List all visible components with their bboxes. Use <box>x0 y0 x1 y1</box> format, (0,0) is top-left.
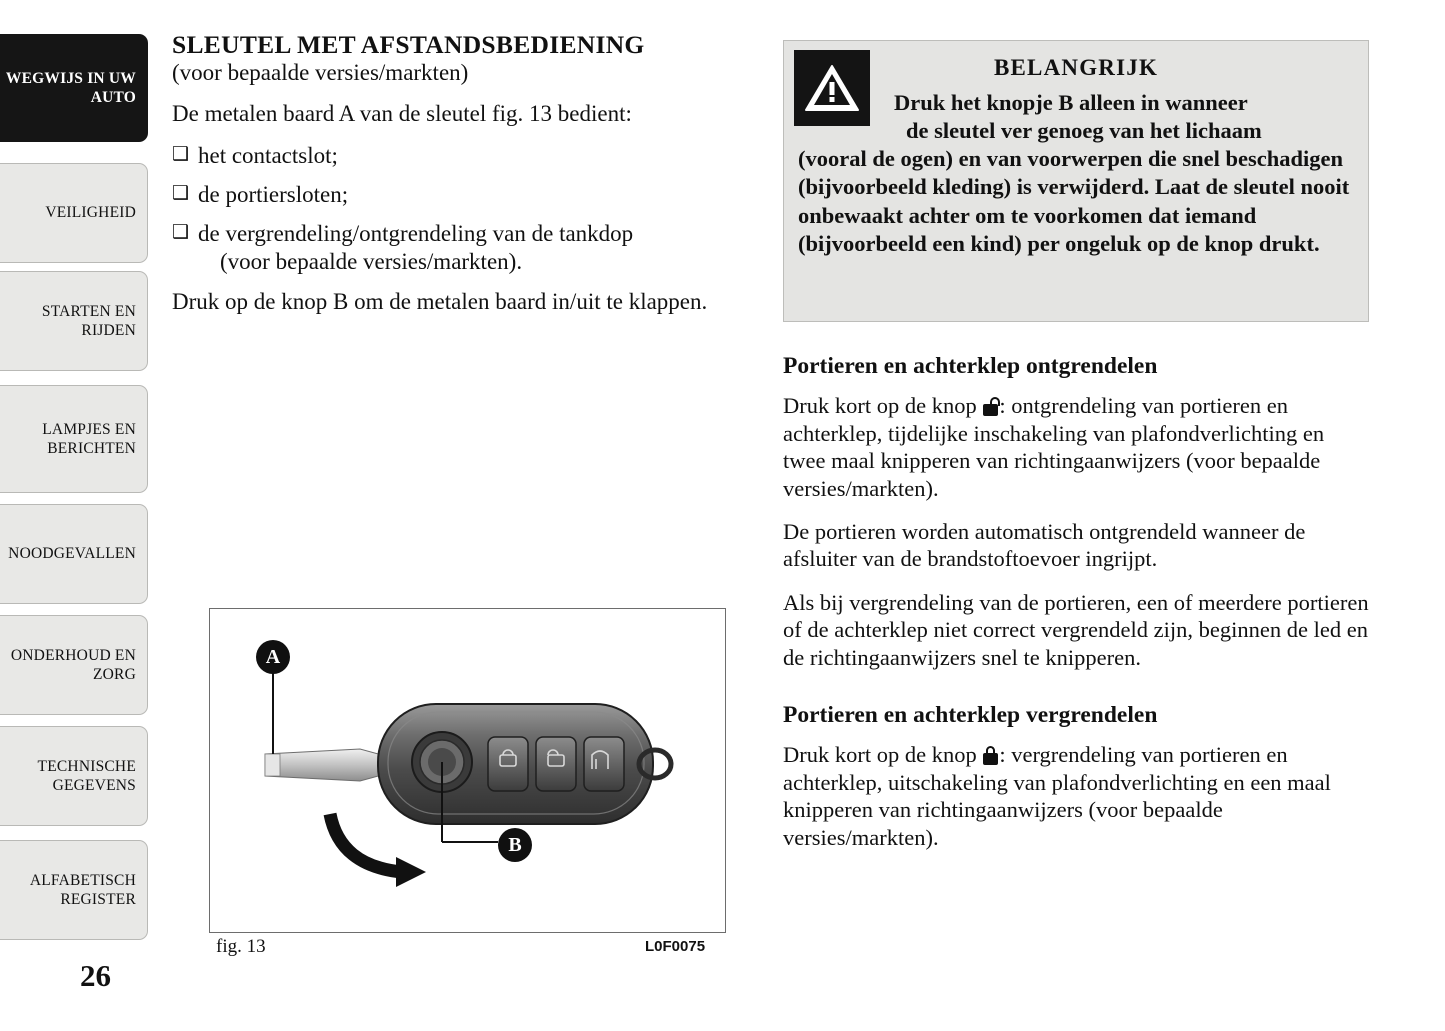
list-item <box>172 220 752 276</box>
page-number: 26 <box>80 958 111 993</box>
sidebar-item-label-2: GEGEVENS <box>52 777 136 794</box>
callout-a: A <box>256 640 290 674</box>
page-title: SLEUTEL MET AFSTANDSBEDIENING <box>172 30 645 59</box>
lock-text-before: Druk kort op de knop <box>783 742 983 768</box>
unlock-paragraph-3: Als bij vergrendeling van de portieren, een of meerdere portieren of de achterklep niet correct vergrendeld zijn, beginnen de led en de richtingaanwijzers snel te knipperen. <box>783 589 1369 670</box>
sidebar <box>0 0 152 1031</box>
warning-body: (vooral de ogen) en van voorwerpen die snel beschadigen (bijvoorbeeld kleding) is verwijderd. Laat de sleutel nooit onbewaakt achter om te voorkomen dat iemand (bijvoorbeeld een kind) per ongeluk op de knop drukt. <box>798 146 1350 256</box>
sidebar-item-wegwijs[interactable] <box>0 34 148 142</box>
bullet-icon: ❑ <box>172 221 190 243</box>
callout-b: B <box>498 828 532 862</box>
sidebar-item-label-2: REGISTER <box>60 891 136 908</box>
lock-paragraph-1 <box>783 741 1369 851</box>
figure-key-illustration <box>209 608 726 933</box>
sidebar-item-label: NOODGEVALLEN <box>8 545 136 563</box>
sidebar-item-label-2: BERICHTEN <box>47 440 136 457</box>
warning-title: BELANGRIJK <box>993 55 1159 80</box>
intro-paragraph: De metalen baard A van de sleutel fig. 13 bedient: <box>172 101 632 127</box>
sidebar-item-label: ONDERHOUD EN <box>10 646 136 664</box>
sidebar-item-technische-gegevens[interactable] <box>0 726 148 826</box>
sidebar-item-label: STARTEN EN <box>41 302 136 320</box>
right-column <box>783 40 1369 867</box>
page-subtitle: (voor bepaalde versies/markten) <box>172 60 469 86</box>
sidebar-item-lampjes-en-berichten[interactable] <box>0 385 148 493</box>
figure-caption: fig. 13 <box>216 936 266 957</box>
sidebar-item-label: VEILIGHEID <box>45 204 136 222</box>
warning-triangle-icon <box>794 50 870 126</box>
sidebar-item-starten-en-rijden[interactable] <box>0 271 148 371</box>
lock-text-after: : vergrendeling van portieren en achterklep, uitschakeling van plafondverlichting en een maal knipperen van richtingaanwijzers (voor bepaalde versies/markten). <box>783 742 1331 850</box>
list-item-label-cont: (voor bepaalde versies/markten). <box>220 248 523 274</box>
unlock-paragraph-2: De portieren worden automatisch ontgrendeld wanneer de afsluiter van de brandstoftoevoer ingrijpt. <box>783 518 1306 572</box>
sidebar-item-label-2: RIJDEN <box>81 322 136 339</box>
list-item <box>172 142 752 170</box>
warning-line-2: de sleutel ver genoeg van het lichaam <box>906 118 1262 144</box>
list-item <box>172 181 752 209</box>
heading-unlock: Portieren en achterklep ontgrendelen <box>783 353 1158 379</box>
sidebar-item-label-2: ZORG <box>93 666 136 683</box>
warning-box <box>783 40 1369 322</box>
sidebar-item-alfabetisch-register[interactable] <box>0 840 148 940</box>
sidebar-item-label: LAMPJES EN <box>42 420 136 438</box>
warning-text <box>798 89 1354 258</box>
left-column <box>172 30 752 329</box>
bullet-list <box>172 142 752 276</box>
sidebar-item-label: ALFABETISCH <box>29 871 136 889</box>
unlock-text-after: : ontgrendeling van portieren en achterklep, tijdelijke inschakeling van plafondverlichting en twee maal knipperen van richtingaanwijzers (voor bepaalde versies/markten). <box>783 393 1325 501</box>
sidebar-item-label: TECHNISCHE <box>37 757 136 775</box>
unlock-paragraph-1 <box>783 392 1369 502</box>
figure-code: L0F0075 <box>645 938 706 955</box>
unlock-icon <box>983 397 998 416</box>
sidebar-item-label-2: AUTO <box>90 89 136 106</box>
bullet-icon: ❑ <box>172 143 190 165</box>
heading-lock: Portieren en achterklep vergrendelen <box>783 702 1158 729</box>
closing-paragraph: Druk op de knop B om de metalen baard in/uit te klappen. <box>172 288 708 314</box>
list-item-label: de portiersloten; <box>198 181 349 207</box>
sidebar-item-noodgevallen[interactable] <box>0 504 148 604</box>
list-item-label: het contactslot; <box>198 142 338 168</box>
bullet-icon: ❑ <box>172 182 190 204</box>
sidebar-item-label: WEGWIJS IN UW <box>5 69 136 87</box>
sidebar-item-onderhoud-en-zorg[interactable] <box>0 615 148 715</box>
sidebar-item-veiligheid[interactable] <box>0 163 148 263</box>
unlock-text-before: Druk kort op de knop <box>783 393 983 419</box>
list-item-label: de vergrendeling/ontgrendeling van de tankdop <box>198 220 634 246</box>
lock-icon <box>983 746 998 765</box>
warning-line-1: Druk het knopje B alleen in wanneer <box>894 90 1248 115</box>
